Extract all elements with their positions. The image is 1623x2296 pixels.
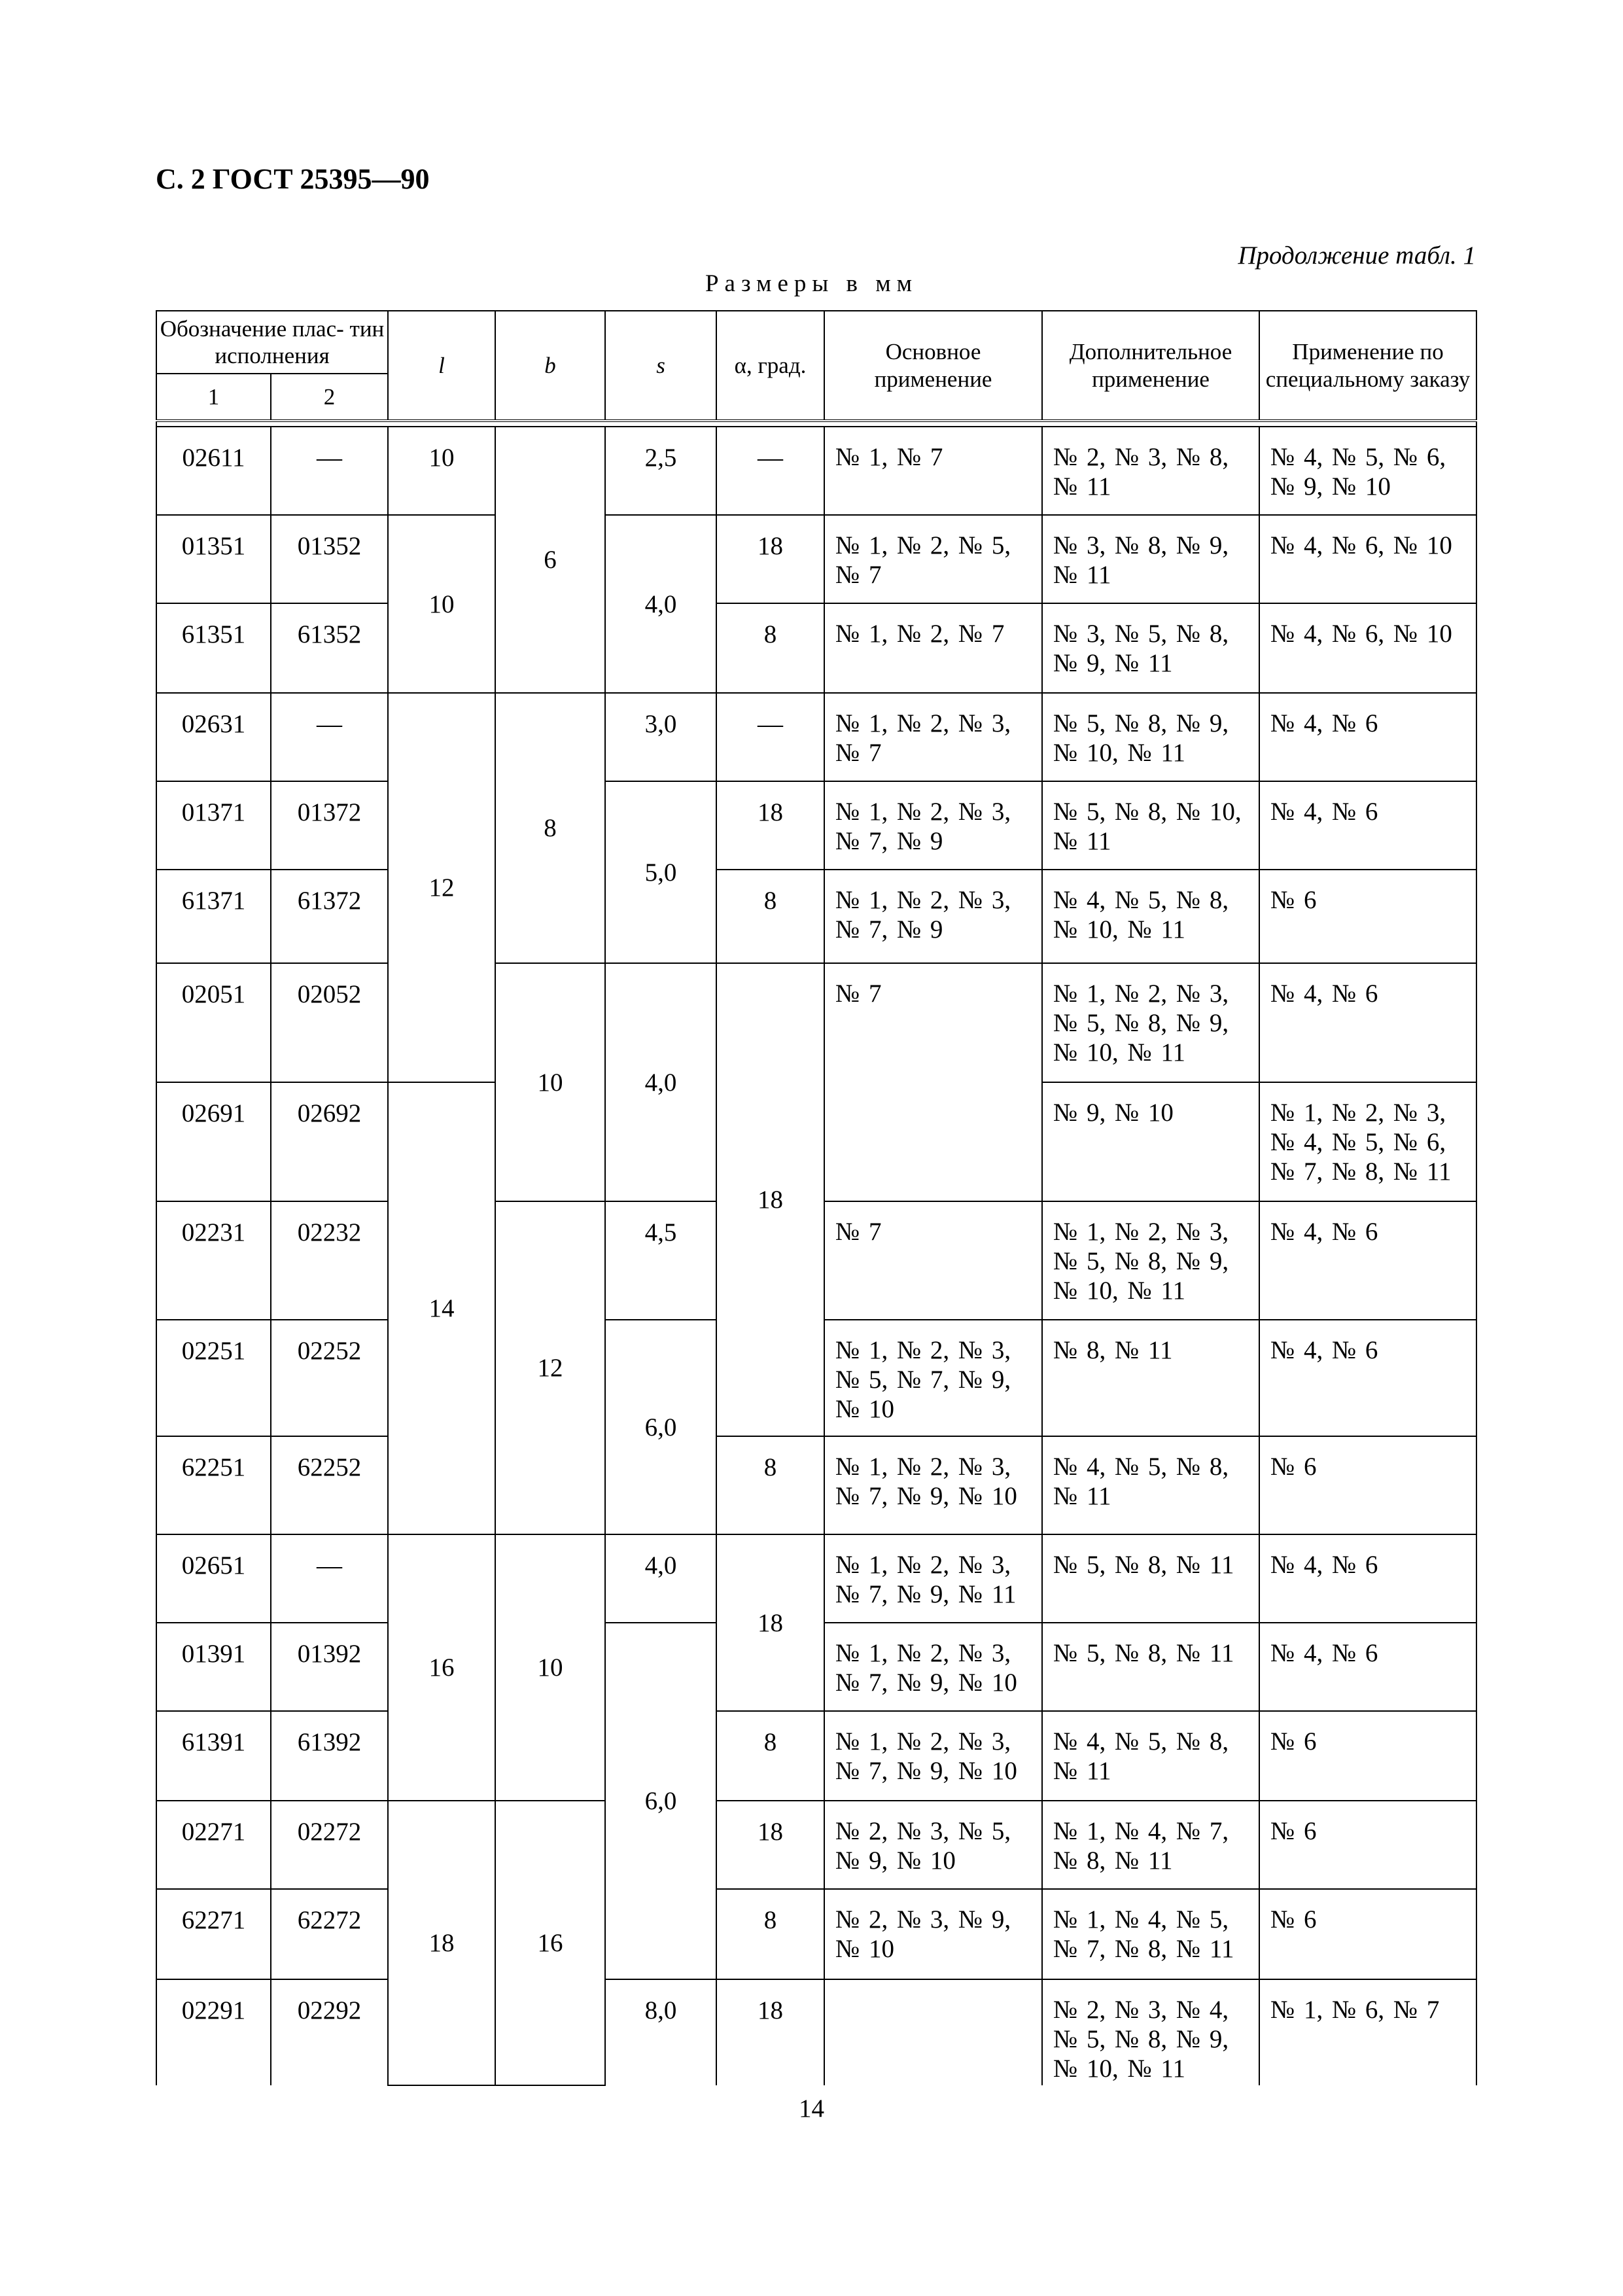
cell-version-2: — <box>271 693 388 781</box>
cell-special-application: № 6 <box>1259 1436 1476 1534</box>
cell-alpha: 18 <box>716 963 824 1436</box>
cell-version-1: 02691 <box>156 1082 271 1201</box>
header-version-2: 2 <box>271 374 388 421</box>
cell-alpha: 18 <box>716 1534 824 1711</box>
cell-l: 10 <box>388 515 495 693</box>
cell-s: 4,0 <box>605 515 716 693</box>
header-extra-application: Дополнительное применение <box>1042 311 1259 421</box>
cell-l: 10 <box>388 427 495 515</box>
table-row <box>156 870 1476 963</box>
cell-main-application: № 2, № 3, № 9, № 10 <box>824 1889 1042 1979</box>
cell-version-2: 61392 <box>271 1711 388 1801</box>
cell-special-application: № 4, № 5, № 6, № 9, № 10 <box>1259 427 1476 515</box>
cell-special-application: № 1, № 2, № 3, № 4, № 5, № 6, № 7, № 8, № 11 <box>1259 1082 1476 1201</box>
cell-extra-application: № 4, № 5, № 8, № 10, № 11 <box>1042 870 1259 963</box>
cell-extra-application: № 3, № 5, № 8, № 9, № 11 <box>1042 603 1259 693</box>
cell-l: 12 <box>388 693 495 1082</box>
cell-extra-application: № 3, № 8, № 9, № 11 <box>1042 515 1259 603</box>
table-row <box>156 781 1476 870</box>
cell-alpha: — <box>716 693 824 781</box>
cell-special-application: № 6 <box>1259 1711 1476 1801</box>
table-row <box>156 963 1476 1082</box>
cell-version-1: 02291 <box>156 1979 271 2085</box>
cell-special-application: № 4, № 6 <box>1259 1623 1476 1711</box>
cell-main-application: № 1, № 2, № 3, № 7, № 9 <box>824 870 1042 963</box>
cell-special-application: № 4, № 6 <box>1259 781 1476 870</box>
cell-b: 6 <box>495 427 605 693</box>
cell-version-2: 01372 <box>271 781 388 870</box>
cell-special-application: № 4, № 6, № 10 <box>1259 603 1476 693</box>
cell-version-2: 01352 <box>271 515 388 603</box>
cell-version-1: 61391 <box>156 1711 271 1801</box>
cell-special-application: № 6 <box>1259 1801 1476 1889</box>
cell-version-1: 02631 <box>156 693 271 781</box>
cell-extra-application: № 4, № 5, № 8, № 11 <box>1042 1436 1259 1534</box>
cell-special-application: № 4, № 6 <box>1259 963 1476 1082</box>
cell-extra-application: № 1, № 2, № 3, № 5, № 8, № 9, № 10, № 11 <box>1042 963 1259 1082</box>
cell-main-application: № 1, № 2, № 3, № 7, № 9, № 10 <box>824 1623 1042 1711</box>
table-continuation-label: Продолжение табл. 1 <box>1238 241 1476 270</box>
table-row <box>156 1711 1476 1801</box>
cell-extra-application: № 5, № 8, № 10, № 11 <box>1042 781 1259 870</box>
cell-version-2: 02232 <box>271 1201 388 1320</box>
cell-version-1: 02651 <box>156 1534 271 1623</box>
cell-version-1: 01391 <box>156 1623 271 1711</box>
table-row <box>156 1979 1476 2085</box>
cell-version-1: 62251 <box>156 1436 271 1534</box>
header-alpha: α, град. <box>716 311 824 421</box>
cell-main-application: № 1, № 2, № 7 <box>824 603 1042 693</box>
cell-s: 5,0 <box>605 781 716 963</box>
cell-extra-application: № 2, № 3, № 4, № 5, № 8, № 9, № 10, № 11 <box>1042 1979 1259 2085</box>
cell-main-application: № 1, № 2, № 3, № 7, № 9, № 11 <box>824 1534 1042 1623</box>
cell-alpha: 8 <box>716 1436 824 1534</box>
cell-version-1: 61371 <box>156 870 271 963</box>
cell-special-application: № 4, № 6 <box>1259 1201 1476 1320</box>
cell-version-2: 02292 <box>271 1979 388 2085</box>
cell-main-application: № 1, № 2, № 5, № 7 <box>824 515 1042 603</box>
cell-version-1: 02051 <box>156 963 271 1082</box>
cell-version-1: 62271 <box>156 1889 271 1979</box>
cell-extra-application: № 5, № 8, № 11 <box>1042 1623 1259 1711</box>
table-row <box>156 603 1476 693</box>
cell-main-application: № 1, № 2, № 3, № 7, № 9, № 10 <box>824 1711 1042 1801</box>
cell-version-2: 02052 <box>271 963 388 1082</box>
cell-s: 4,5 <box>605 1201 716 1320</box>
cell-alpha: 18 <box>716 1801 824 1889</box>
header-designation: Обозначение плас- тин исполнения <box>156 311 388 374</box>
cell-alpha: 18 <box>716 515 824 603</box>
header-l: l <box>388 311 495 421</box>
cell-main-application: № 1, № 2, № 3, № 7, № 9, № 10 <box>824 1436 1042 1534</box>
cell-alpha: 18 <box>716 1979 824 2085</box>
cell-alpha: — <box>716 427 824 515</box>
cell-version-2: — <box>271 1534 388 1623</box>
cell-version-2: 61372 <box>271 870 388 963</box>
cell-main-application: № 1, № 2, № 3, № 7 <box>824 693 1042 781</box>
cell-special-application: № 1, № 6, № 7 <box>1259 1979 1476 2085</box>
cell-version-2: 02692 <box>271 1082 388 1201</box>
cell-s: 6,0 <box>605 1623 716 1979</box>
cell-alpha: 8 <box>716 603 824 693</box>
cell-s: 6,0 <box>605 1320 716 1534</box>
header-separator <box>156 421 1476 427</box>
cell-version-2: 62252 <box>271 1436 388 1534</box>
cell-b: 8 <box>495 693 605 963</box>
header-version-1: 1 <box>156 374 271 421</box>
cell-b: 16 <box>495 1801 605 2085</box>
cell-extra-application: № 1, № 4, № 7, № 8, № 11 <box>1042 1801 1259 1889</box>
cell-version-2: 61352 <box>271 603 388 693</box>
cell-version-2: 02252 <box>271 1320 388 1436</box>
cell-s: 8,0 <box>605 1979 716 2085</box>
table-row <box>156 427 1476 515</box>
cell-extra-application: № 1, № 4, № 5, № 7, № 8, № 11 <box>1042 1889 1259 1979</box>
table-row <box>156 515 1476 603</box>
header-special-application: Применение по специальному заказу <box>1259 311 1476 421</box>
cell-version-2: 02272 <box>271 1801 388 1889</box>
cell-s: 2,5 <box>605 427 716 515</box>
cell-version-2: — <box>271 427 388 515</box>
cell-main-application <box>824 1979 1042 2085</box>
cell-s: 3,0 <box>605 693 716 781</box>
cell-extra-application: № 8, № 11 <box>1042 1320 1259 1436</box>
table-row <box>156 1801 1476 1889</box>
cell-version-1: 02251 <box>156 1320 271 1436</box>
cell-special-application: № 6 <box>1259 870 1476 963</box>
cell-version-1: 01351 <box>156 515 271 603</box>
table-row <box>156 1436 1476 1534</box>
cell-main-application: № 7 <box>824 963 1042 1201</box>
cell-b: 10 <box>495 1534 605 1801</box>
specification-table <box>156 310 1477 2086</box>
table-row <box>156 1889 1476 1979</box>
cell-main-application: № 7 <box>824 1201 1042 1320</box>
cell-version-1: 01371 <box>156 781 271 870</box>
cell-version-1: 02271 <box>156 1801 271 1889</box>
page-header: С. 2 ГОСТ 25395—90 <box>156 163 430 195</box>
cell-extra-application: № 2, № 3, № 8, № 11 <box>1042 427 1259 515</box>
cell-main-application: № 2, № 3, № 5, № 9, № 10 <box>824 1801 1042 1889</box>
header-s: s <box>605 311 716 421</box>
cell-special-application: № 4, № 6 <box>1259 1534 1476 1623</box>
cell-version-1: 61351 <box>156 603 271 693</box>
cell-special-application: № 4, № 6 <box>1259 1320 1476 1436</box>
cell-alpha: 8 <box>716 1889 824 1979</box>
table-row <box>156 693 1476 781</box>
cell-l: 16 <box>388 1534 495 1801</box>
cell-main-application: № 1, № 7 <box>824 427 1042 515</box>
header-b: b <box>495 311 605 421</box>
cell-s: 4,0 <box>605 963 716 1201</box>
cell-special-application: № 4, № 6 <box>1259 693 1476 781</box>
cell-main-application: № 1, № 2, № 3, № 7, № 9 <box>824 781 1042 870</box>
cell-b: 10 <box>495 963 605 1201</box>
cell-alpha: 18 <box>716 781 824 870</box>
cell-l: 18 <box>388 1801 495 2085</box>
cell-version-2: 01392 <box>271 1623 388 1711</box>
cell-special-application: № 4, № 6, № 10 <box>1259 515 1476 603</box>
cell-b: 12 <box>495 1201 605 1534</box>
table-row <box>156 1534 1476 1623</box>
cell-alpha: 8 <box>716 1711 824 1801</box>
header-main-application: Основное применение <box>824 311 1042 421</box>
cell-l: 14 <box>388 1082 495 1534</box>
cell-version-1: 02231 <box>156 1201 271 1320</box>
page-number: 14 <box>799 2094 824 2123</box>
cell-extra-application: № 4, № 5, № 8, № 11 <box>1042 1711 1259 1801</box>
cell-version-1: 02611 <box>156 427 271 515</box>
cell-extra-application: № 5, № 8, № 11 <box>1042 1534 1259 1623</box>
units-caption: Размеры в мм <box>705 270 918 297</box>
cell-s: 4,0 <box>605 1534 716 1623</box>
cell-extra-application: № 5, № 8, № 9, № 10, № 11 <box>1042 693 1259 781</box>
cell-extra-application: № 1, № 2, № 3, № 5, № 8, № 9, № 10, № 11 <box>1042 1201 1259 1320</box>
cell-main-application: № 1, № 2, № 3, № 5, № 7, № 9, № 10 <box>824 1320 1042 1436</box>
cell-extra-application: № 9, № 10 <box>1042 1082 1259 1201</box>
cell-special-application: № 6 <box>1259 1889 1476 1979</box>
cell-version-2: 62272 <box>271 1889 388 1979</box>
cell-alpha: 8 <box>716 870 824 963</box>
